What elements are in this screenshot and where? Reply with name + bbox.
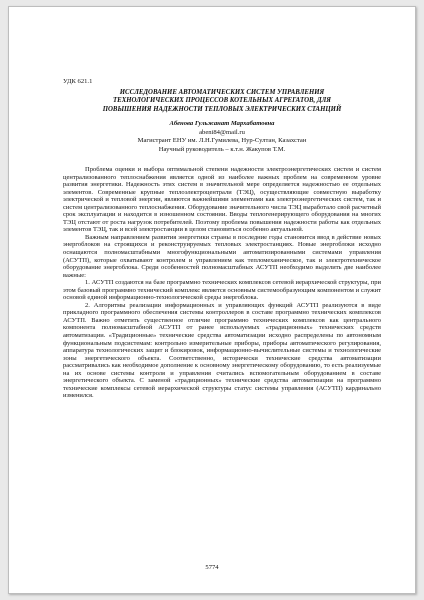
article-title [63,89,381,114]
page-number: 5774 [205,564,219,571]
supervisor: Научный руководитель – к.т.н. Жакупов Т.М. [158,145,286,153]
author-name: Абенова Гульжанат Мархабатовна [169,120,275,127]
author-affiliation: Магистрант ЕНУ им. Л.Н.Гумилева, Нур-Султан, Казахстан [137,137,307,145]
paragraph: Проблема оценки и выбора оптимальной степени надежности электроэнергетических систем и систем централизованного теплоснабжения является одной из наиболее важных проблем на современном уровне развития энергетики. Надежность этих систем в значительной мере определяется надежностью ее отдельных элементов. Современные крупные теплоэлектроцентрали (ТЭЦ), осуществляющие совместную выработку электрической и тепловой энергии, являются важнейшими элементами как электроэнергетических систем, так и систем централизованного теплоснабжения. Оборудование значительного числа ТЭЦ выработало свой расчетный срок эксплуатации и находится в изношенном состоянии. Вводы теплогенерирующего оборудования на многих ТЭЦ отстают от роста нагрузок потребителей. Поэтому проблема повышения надежности работы как отдельных элементов ТЭЦ, так и всей электростанции в целом становиться особенно актуальной. [63,166,381,234]
document-page [8,6,416,594]
article-body [63,166,381,400]
title-line: ТЕХНОЛОГИЧЕСКИХ ПРОЦЕССОВ КОТЕЛЬНЫХ АГРЕГАТОВ, ДЛЯ [113,97,331,105]
author-block [63,120,381,154]
author-email: abeni84@mail.ru [199,128,245,136]
paragraph: 1. АСУТП создаются на базе программно технических комплексов сетевой иерархической структуры, при этом базовый программно технический комплекс является основным системообразующим компонентом и служит основой единой информационно-технологической среды энергоблока. [63,279,381,302]
paragraph: Важным направлением развития энергетики страны в последние годы становится ввод в действие новых энергоблоков на строящихся и реконструируемых тепловых электростанциях. Новые энергоблоки исходно оснащаются полномасштабными многофункциональными автоматизированными системами управления (АСУТП), которые охватывают контролем и управлением как тепломеханическое, так и электротехническое оборудование энергоблока. Среди особенностей полномасштабных АСУТП необходимо выделить две наиболее важные: [63,233,381,279]
title-line: ПОВЫШЕНИЯ НАДЕЖНОСТИ ТЕПЛОВЫХ ЭЛЕКТРИЧЕСКИХ СТАНЦИЙ [102,105,342,113]
paragraph: 2. Алгоритмы реализации информационных и управляющих функций АСУТП реализуются в виде прикладного программного обеспечения системы контроллеров в составе программно технических комплексов АСУТП. Важно отметить существенное отличие программно технических комплексов как центрального компонента полномасштабной АСУТП от ранее используемых «традиционных» технических средств автоматизации. «Традиционные» технические средства автоматизации исходно распределены по автономным функциональным подсистемам: контрольно измерительные приборы, приборы автоматического регулирования, аппаратура технологических защит и блокировок, информационно-вычислительные системы и технологические зоны энергетического объекта. Соответственно, исторически технические средства автоматизации рассматривались как необходимое дополнение к основному энергетическому оборудованию, то есть реализуемые на их основе системы контроля и управления считались вспомогательным оборудованием в составе энергетического объекта. С заменой «традиционных» технические средства автоматизации на программно технические комплексы сетевой иерархической структуры статус системы управления (АСУТП) кардинально изменился. [63,301,381,400]
title-line: ИССЛЕДОВАНИЕ АВТОМАТИЧЕСКИХ СИСТЕМ УПРАВЛЕНИЯ [119,89,325,96]
udk-code: УДК 621.1 [63,78,93,85]
